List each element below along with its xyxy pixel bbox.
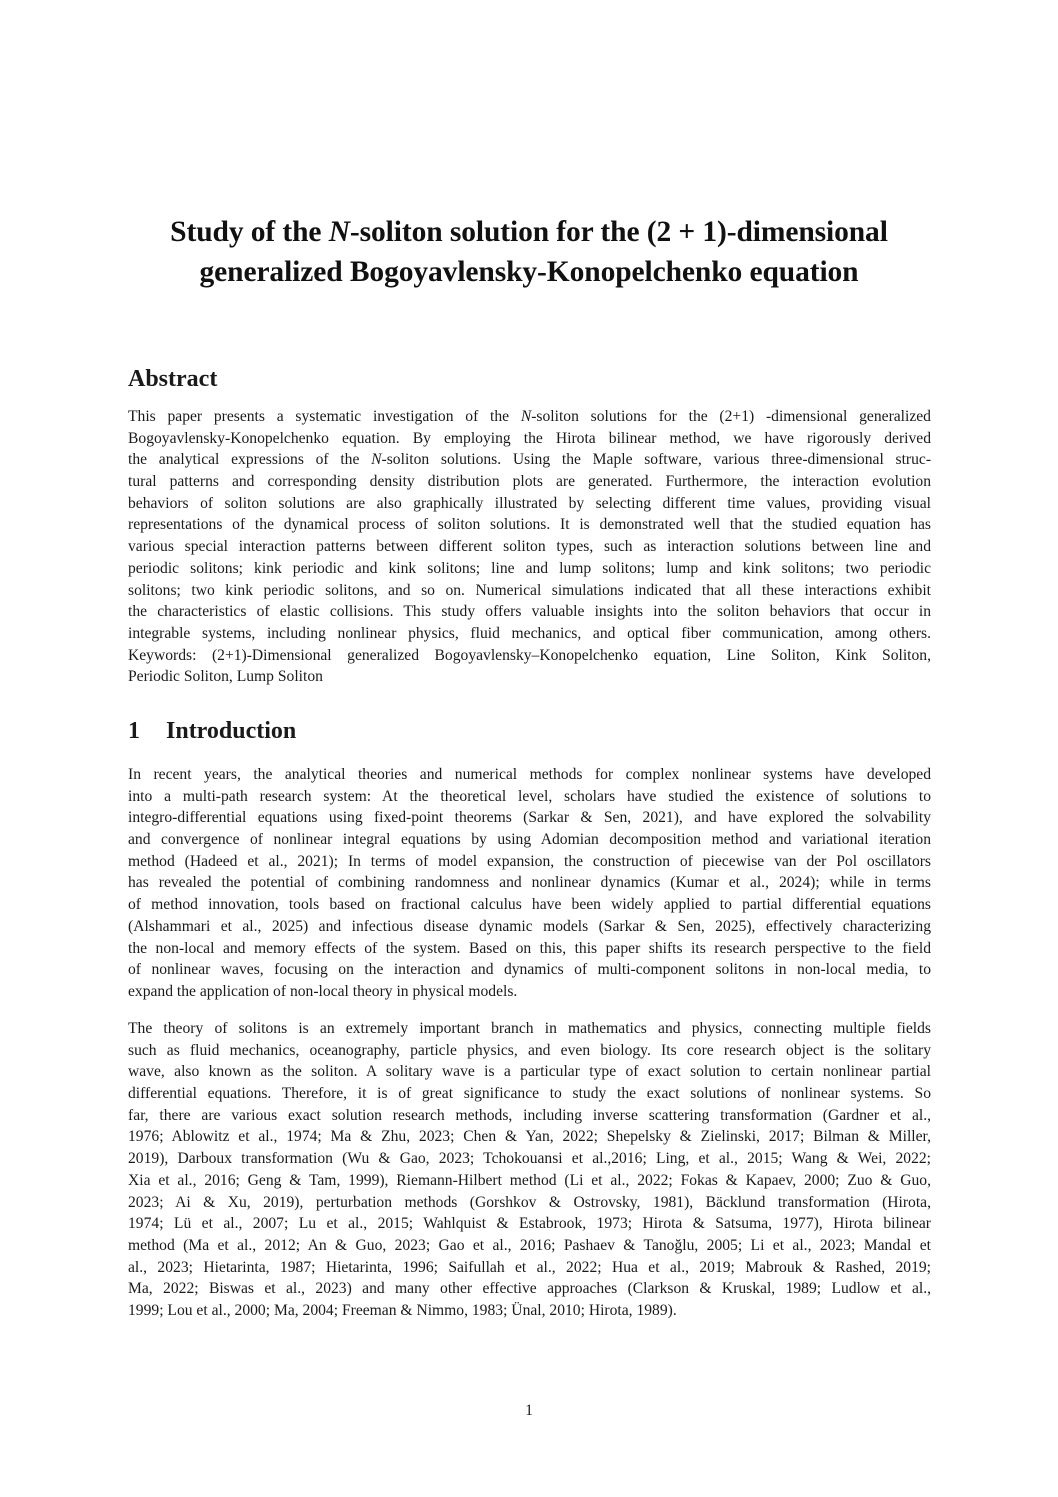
text-line: 2019), Darboux transformation (Wu & Gao, 2023; Tchokouansi et al.,2016; Ling, et al., 2015; Wang & Wei, 2022; [128,1150,931,1168]
text-line [128,493,931,515]
section-title: Introduction [166,718,297,744]
text-segment: various special interaction patterns between different soliton types, such as interaction solutions between line and [128,538,931,556]
text-line [128,623,931,645]
text-line: 1999; Lou et al., 2000; Ma, 2004; Freeman & Nimmo, 1983; Ünal, 2010; Hirota, 1989). [128,1301,677,1319]
text-segment: solitons; two kink periodic solitons, and so on. Numerical simulations indicated that all these interactions exhibit [128,581,931,599]
text-segment: Keywords: (2+1)-Dimensional generalized Bogoyavlensky–Konopelchenko equation, Line Soliton, Kink Soliton, [128,646,931,664]
text-line: (Alshammari et al., 2025) and infectious disease dynamic models (Sarkar & Sen, 2025), effectively characterizing [128,917,931,935]
paper-title [0,212,1058,292]
text-line: method (Hadeed et al., 2021); In terms of model expansion, the construction of piecewise van der Pol oscillators [128,852,931,870]
text-line: 2023; Ai & Xu, 2019), perturbation methods (Gorshkov & Ostrovsky, 1981), Bäcklund transformation (Hirota, [128,1193,931,1211]
text-line [128,580,931,602]
text-segment: Bogoyavlensky-Konopelchenko equation. By employing the Hirota bilinear method, we have rigorously derived [128,429,931,447]
title-line-1 [0,212,1058,252]
introduction-heading [128,716,296,746]
text-line: such as fluid mechanics, oceanography, particle physics, and even biology. Its core research object is the solitary [128,1041,931,1059]
text-line [128,449,931,471]
text-line: far, there are various exact solution research methods, including inverse scattering transformation (Gardner et al., [128,1106,931,1124]
text-line [128,645,931,667]
italic-math-symbol: N [371,451,382,469]
text-segment: -soliton solutions for the (2+1) -dimensional generalized [531,408,931,425]
text-line [128,558,931,580]
text-segment: tural patterns and corresponding density distribution plots are generated. Furthermore, the interaction evolution [128,473,931,491]
page-number: 1 [525,1402,533,1419]
text-segment: Periodic Soliton, Lump Soliton [128,668,323,686]
text-line: Ma, 2022; Biswas et al., 2023) and many other effective approaches (Clarkson & Kruskal, 1989; Ludlow et al., [128,1280,931,1298]
section-number: 1 [128,718,140,744]
text-line: wave, also known as the soliton. A solitary wave is a particular type of exact solution to certain nonlinear partial [128,1063,931,1081]
abstract-heading: Abstract [128,366,218,392]
text-segment: representations of the dynamical process of soliton solutions. It is demonstrated well that the studied equation has [128,516,931,534]
text-line: of method innovation, tools based on fractional calculus have been widely applied to partial differential equations [128,896,931,914]
text-line [128,406,931,428]
text-segment: periodic solitons; kink periodic and kink solitons; line and lump solitons; lump and kink solitons; two periodic [128,559,931,577]
title-italic-n: N [328,215,350,248]
italic-math-symbol: N [520,408,532,425]
introduction-paragraph-1 [128,764,931,1003]
text-line: Xia et al., 2016; Geng & Tam, 1999), Riemann-Hilbert method (Li et al., 2022; Fokas & Kapaev, 2000; Zuo & Guo, [128,1171,931,1189]
text-line [128,536,931,558]
text-line: of nonlinear waves, focusing on the interaction and dynamics of multi-component solitons in non-local media, to [128,961,931,979]
text-line [128,471,931,493]
text-segment: the characteristics of elastic collisions. This study offers valuable insights into the soliton behaviors that occur in [128,603,931,621]
text-line: 1974; Lü et al., 2007; Lu et al., 2015; Wahlquist & Estabrook, 1973; Hirota & Satsuma, 1977), Hirota bilinear [128,1215,931,1233]
text-line: expand the application of non-local theory in physical models. [128,982,518,1000]
text-line: al., 2023; Hietarinta, 1987; Hietarinta, 1996; Saifullah et al., 2022; Hua et al., 2019; Mabrouk & Rashed, 2019; [128,1258,931,1276]
abstract-body [128,406,931,688]
text-line [128,666,931,688]
text-line: and convergence of nonlinear integral equations by using Adomian decomposition method and variational iteration [128,831,931,849]
title-text: -soliton solution for the (2 + 1)-dimensional [349,215,888,248]
title-line-2: generalized Bogoyavlensky-Konopelchenko equation [199,255,859,288]
text-line: has revealed the potential of combining randomness and nonlinear dynamics (Kumar et al., 2024); while in terms [128,874,931,892]
title-text: Study of the [170,215,329,248]
introduction-paragraph-2 [128,1018,931,1322]
text-line: differential equations. Therefore, it is of great significance to study the exact solutions of nonlinear systems. So [128,1085,931,1103]
text-line [128,514,931,536]
text-line: into a multi-path research system: At the theoretical level, scholars have studied the existence of solutions to [128,787,931,805]
text-segment: This paper presents a systematic investigation of the [128,408,521,425]
text-line: method (Ma et al., 2012; An & Guo, 2023; Gao et al., 2016; Pashaev & Tanoğlu, 2005; Li et al., 2023; Mandal et [128,1236,931,1254]
text-line: The theory of solitons is an extremely important branch in mathematics and physics, connecting multiple fields [128,1020,931,1037]
text-segment: -soliton solutions. Using the Maple software, various three-dimensional struc- [381,451,932,469]
text-line [128,428,931,450]
text-segment: integrable systems, including nonlinear physics, fluid mechanics, and optical fiber communication, among others. [128,624,931,642]
text-segment: the analytical expressions of the [128,451,372,469]
text-line: In recent years, the analytical theories and numerical methods for complex nonlinear systems have developed [128,766,931,783]
text-line [128,601,931,623]
text-line: 1976; Ablowitz et al., 1974; Ma & Zhu, 2023; Chen & Yan, 2022; Shepelsky & Zielinski, 2017; Bilman & Miller, [128,1128,931,1146]
text-segment: behaviors of soliton solutions are also graphically illustrated by selecting different time values, providing visual [128,494,931,512]
text-line: integro-differential equations using fixed-point theorems (Sarkar & Sen, 2021), and have explored the solvability [128,809,931,827]
text-line: the non-local and memory effects of the system. Based on this, this paper shifts its research perspective to the field [128,939,931,957]
